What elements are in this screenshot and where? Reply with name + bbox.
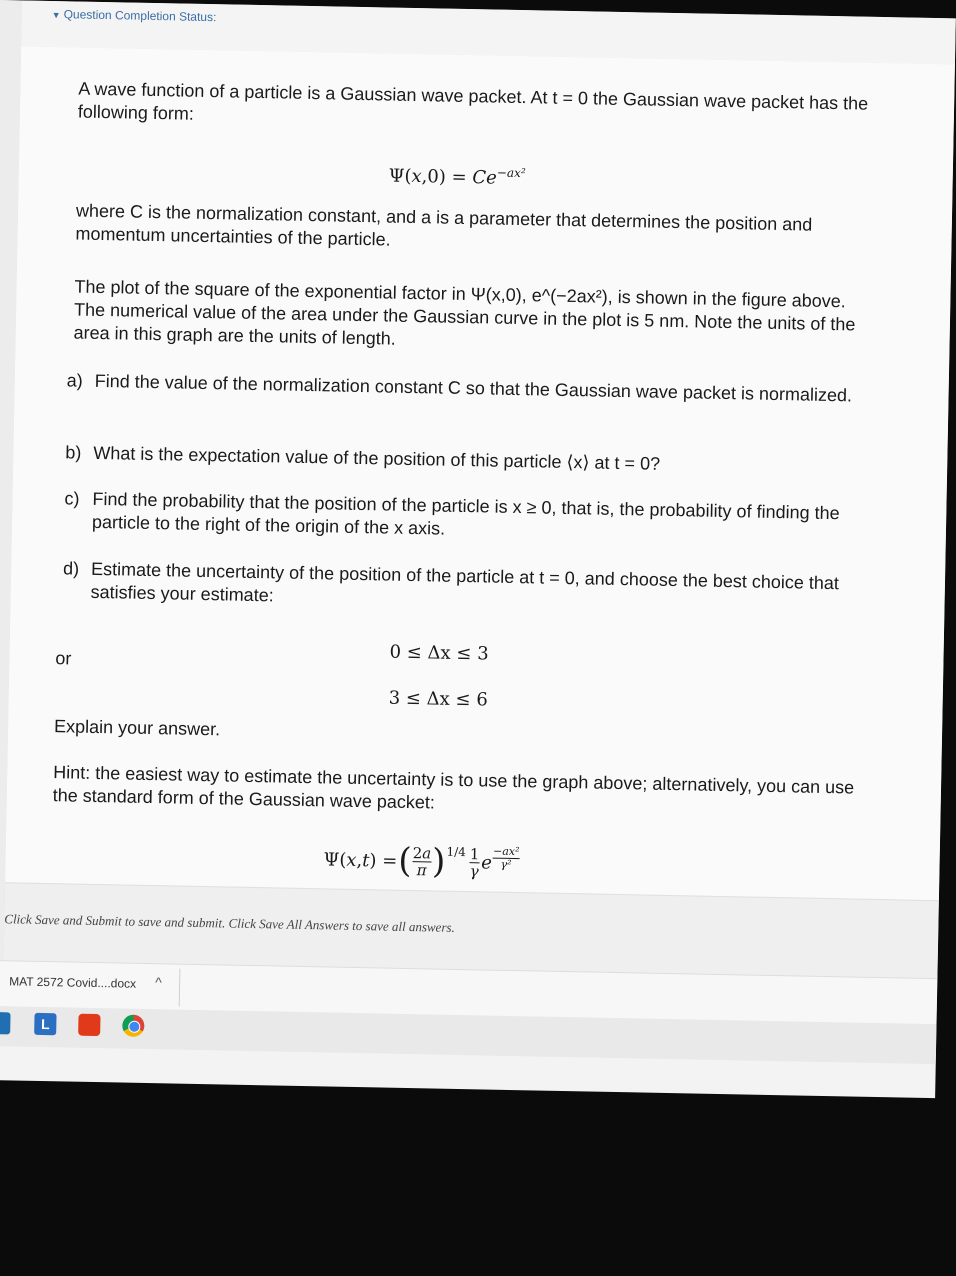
part-text: Find the value of the normalization constant C so that the Gaussian wave packet is normalized. bbox=[94, 370, 853, 406]
explain-text: Explain your answer. bbox=[53, 716, 221, 740]
chrome-icon[interactable] bbox=[122, 1015, 144, 1037]
part-label: d) bbox=[62, 558, 80, 579]
where-text: where C is the normalization constant, and a is a parameter that determines the position and momentum uncertainties of the particle. bbox=[75, 200, 813, 250]
part-label: b) bbox=[65, 442, 82, 463]
part-text: What is the expectation value of the position of this particle ⟨x⟩ at t = 0? bbox=[93, 442, 661, 474]
mail-icon[interactable] bbox=[0, 1012, 11, 1034]
part-label: a) bbox=[66, 370, 83, 391]
divider bbox=[179, 969, 181, 1007]
save-submit-note: Click Save and Submit to save and submit. Click Save All Answers to save all answers. bbox=[4, 911, 455, 935]
plot-description: The plot of the square of the exponential factor in Ψ(x,0), e^(−2ax²), is shown in the figure above. The numerical value of the area under the Gaussian curve in the plot is 5 nm. Note the units of the area in this graph are the units of length. bbox=[73, 276, 856, 349]
or-label: or bbox=[55, 648, 72, 669]
part-b bbox=[65, 441, 875, 480]
choice-2: 3 ≤ Δx ≤ 6 bbox=[388, 687, 488, 711]
office-icon[interactable] bbox=[78, 1014, 100, 1036]
equation-psi-0: $\Psi(x,0) = Ce^{-ax^2}$ bbox=[388, 165, 526, 189]
question-completion-status[interactable] bbox=[52, 7, 217, 24]
choice-1: 0 ≤ Δx ≤ 3 bbox=[389, 641, 489, 665]
chevron-up-icon[interactable]: ^ bbox=[155, 974, 162, 991]
part-c bbox=[64, 487, 875, 549]
status-label: Question Completion Status: bbox=[63, 7, 217, 25]
part-text: Find the probability that the position of the particle is x ≥ 0, that is, the probability of finding the particle to the right of the origin of the x axis. bbox=[91, 488, 840, 539]
intro-text: A wave function of a particle is a Gaussian wave packet. At t = 0 the Gaussian wave packet has the following form: bbox=[77, 78, 869, 124]
hint-text: Hint: the easiest way to estimate the uncertainty is to use the graph above; alternatively, you can use the standard form of the Gaussian wave packet: bbox=[52, 762, 855, 813]
part-a bbox=[66, 369, 876, 408]
equation-psi-t: Ψ( x , t ) = ( 2a π ) $^{1/4}$ 1 γ e −ax² γ² bbox=[323, 840, 520, 882]
downloaded-file[interactable]: MAT 2572 Covid....docx bbox=[9, 974, 137, 991]
question-content bbox=[5, 46, 955, 900]
lync-icon[interactable]: L bbox=[34, 1013, 56, 1035]
part-d bbox=[62, 557, 873, 619]
part-text: Estimate the uncertainty of the position of the particle at t = 0, and choose the best choice that satisfies your estimate: bbox=[90, 558, 840, 606]
part-label: c) bbox=[64, 488, 80, 509]
collapse-triangle-icon[interactable]: ▼ bbox=[51, 9, 61, 21]
